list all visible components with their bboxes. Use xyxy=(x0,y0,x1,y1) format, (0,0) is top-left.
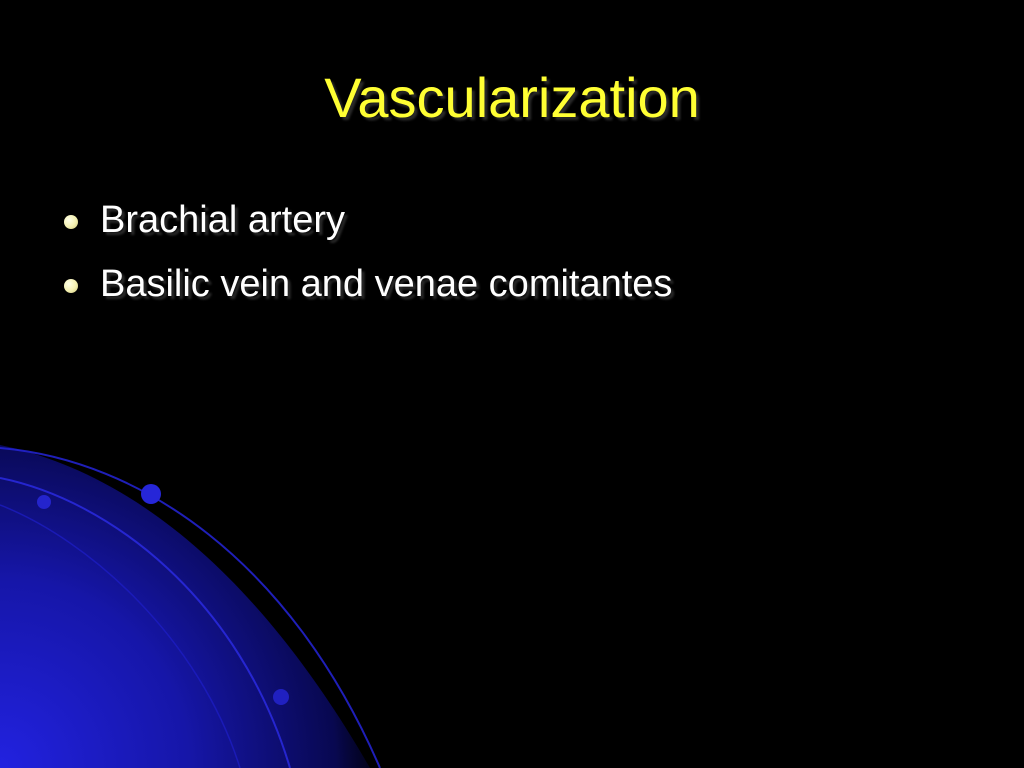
bullet-dot-icon xyxy=(64,279,78,293)
bullet-item xyxy=(64,188,672,252)
bullet-text: Basilic vein and venae comitantes xyxy=(100,262,673,305)
bullet-dot-icon xyxy=(64,215,78,229)
bullet-list xyxy=(64,188,672,316)
bullet-text: Brachial artery xyxy=(100,198,345,241)
bullet-item xyxy=(64,252,672,316)
slide-title: Vascularization xyxy=(324,66,700,129)
arc-dot-large xyxy=(141,484,161,504)
arc-dot-lower xyxy=(273,689,289,705)
arc-dot-left xyxy=(37,495,51,509)
blue-glow-region xyxy=(0,445,370,768)
